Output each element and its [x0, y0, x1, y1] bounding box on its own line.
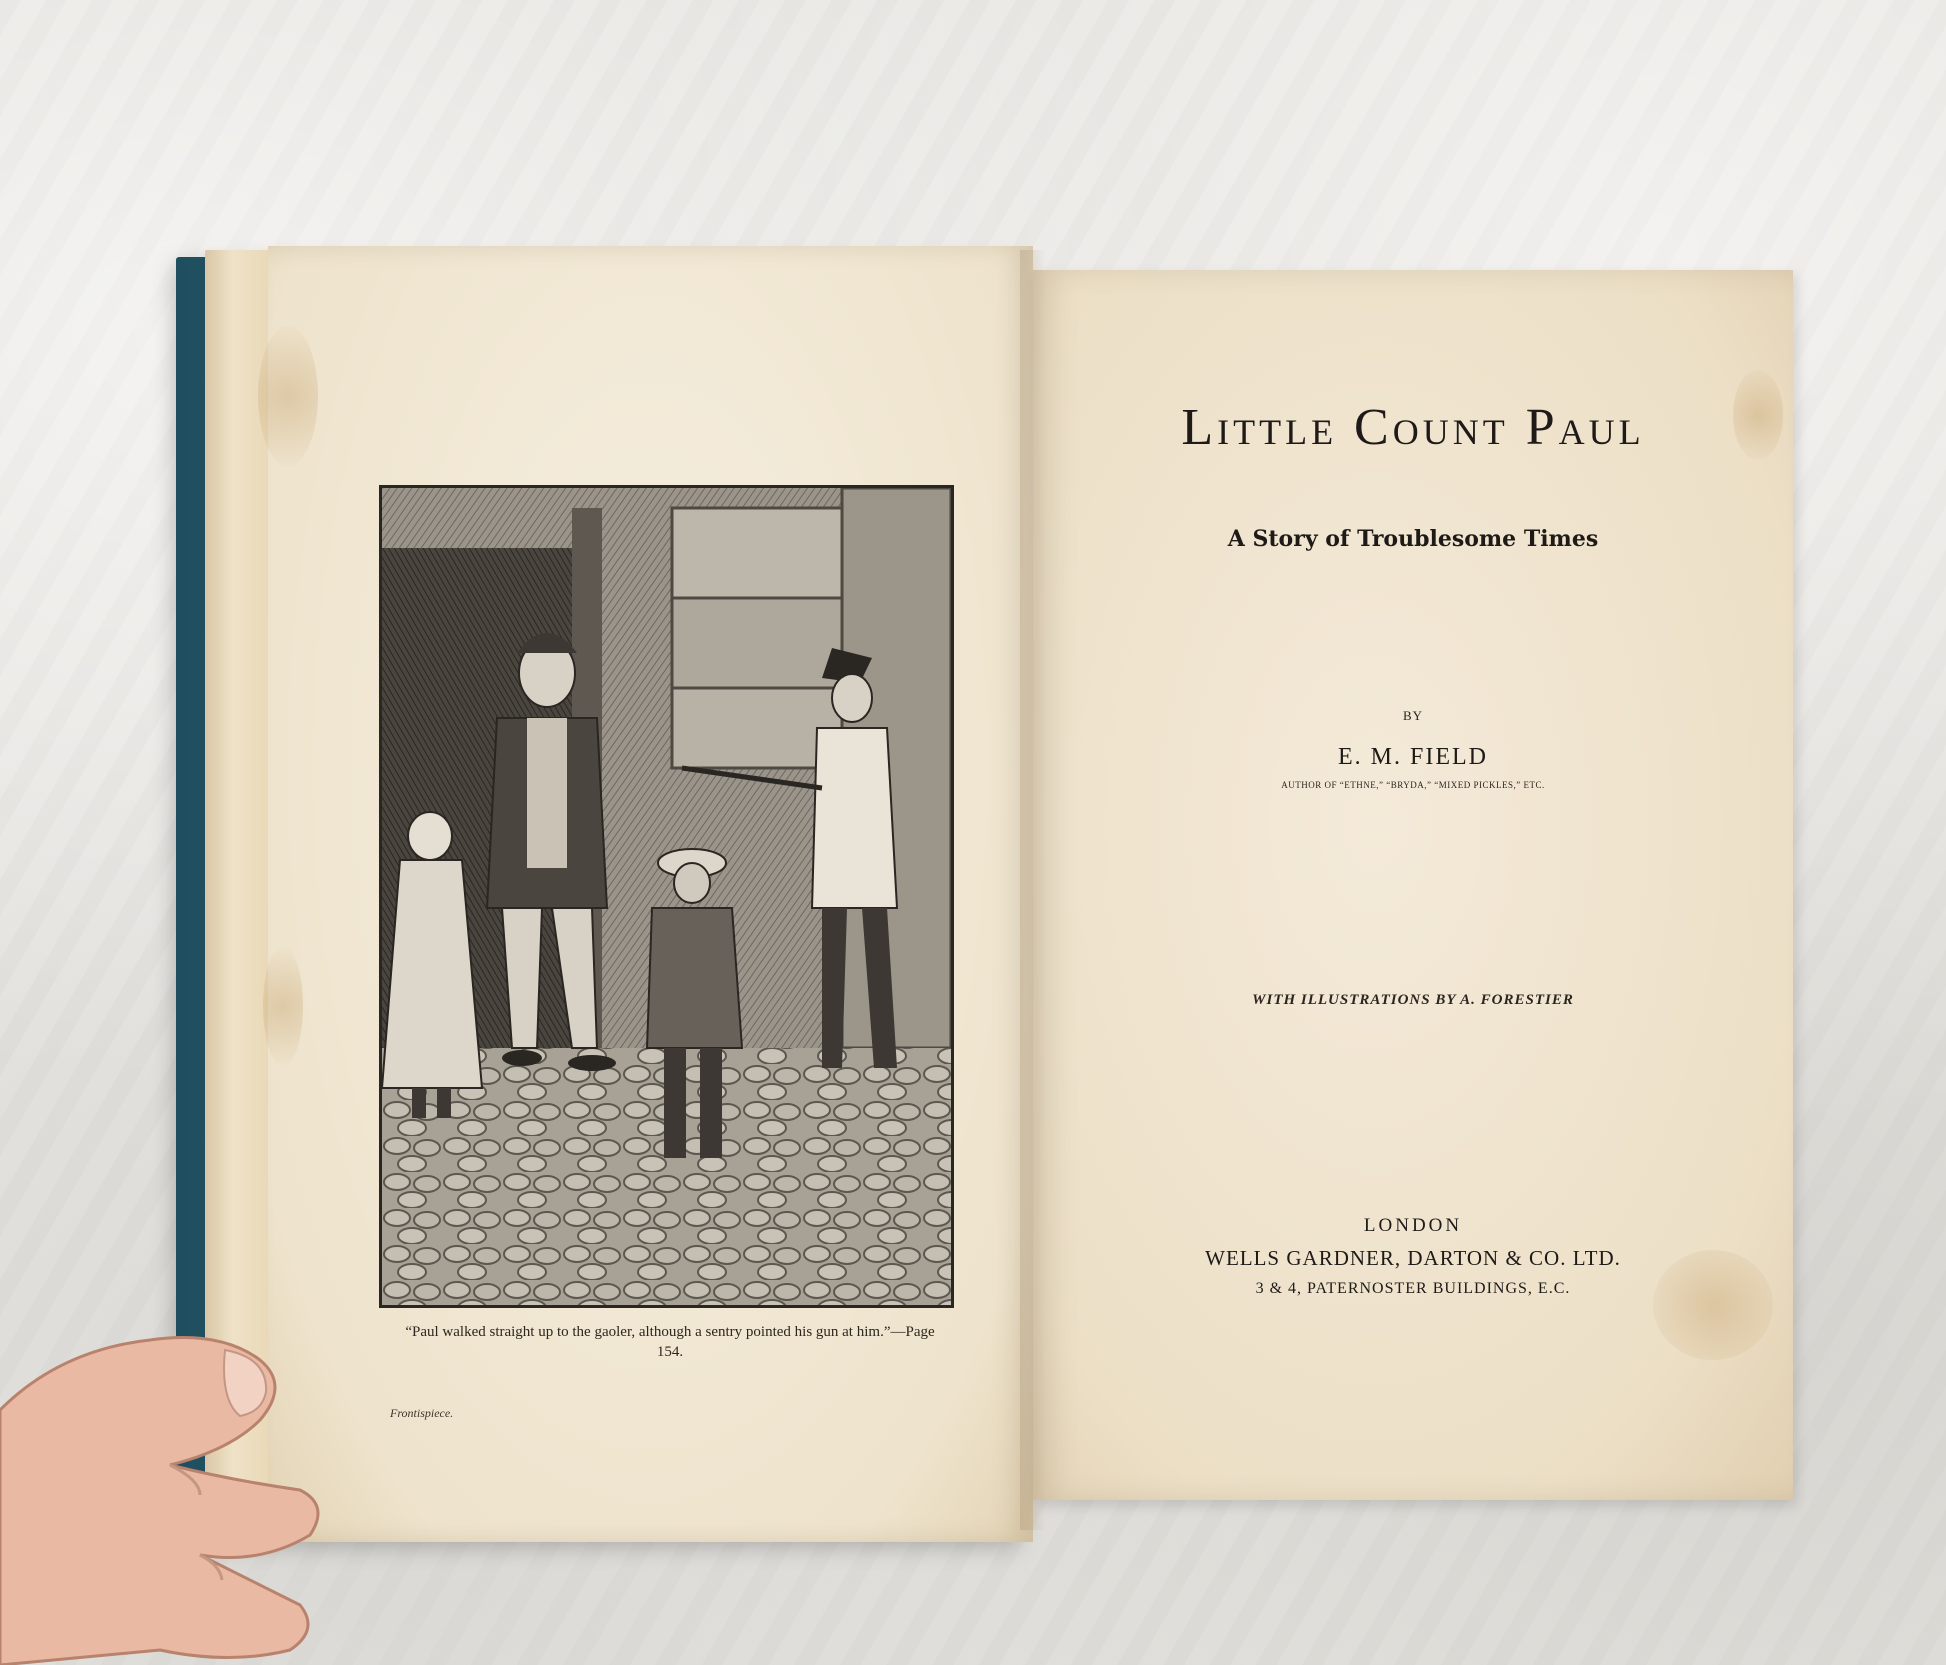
publisher-name: WELLS GARDNER, DARTON & CO. LTD. [1205, 1246, 1621, 1270]
engraving-scene [382, 488, 951, 1305]
by-line: BY [1402, 708, 1424, 723]
illustrator-credit: WITH ILLUSTRATIONS BY A. FORESTIER [1252, 992, 1574, 1008]
stone-block [672, 508, 852, 598]
illustration-caption: “Paul walked straight up to the gaoler, although a sentry pointed his gun at him.”—Page 154. [405, 1324, 935, 1360]
book-subtitle: A Story of Troublesome Times [1227, 526, 1599, 552]
author-other-works: AUTHOR OF “ETHNE,” “BRYDA,” “MIXED PICKLES,” ETC. [1281, 780, 1545, 790]
foxing-stain [263, 946, 303, 1066]
publisher-city: LONDON [1363, 1215, 1463, 1236]
frontispiece-illustration [379, 485, 954, 1308]
book-title: Little Count Paul [1181, 399, 1645, 456]
foxing-stain [258, 326, 318, 466]
author-name: E. M. FIELD [1338, 744, 1488, 770]
hand [0, 1330, 420, 1665]
publisher-address: 3 & 4, PATERNOSTER BUILDINGS, E.C. [1255, 1280, 1571, 1297]
frontispiece-label: Frontispiece. [390, 1406, 454, 1420]
